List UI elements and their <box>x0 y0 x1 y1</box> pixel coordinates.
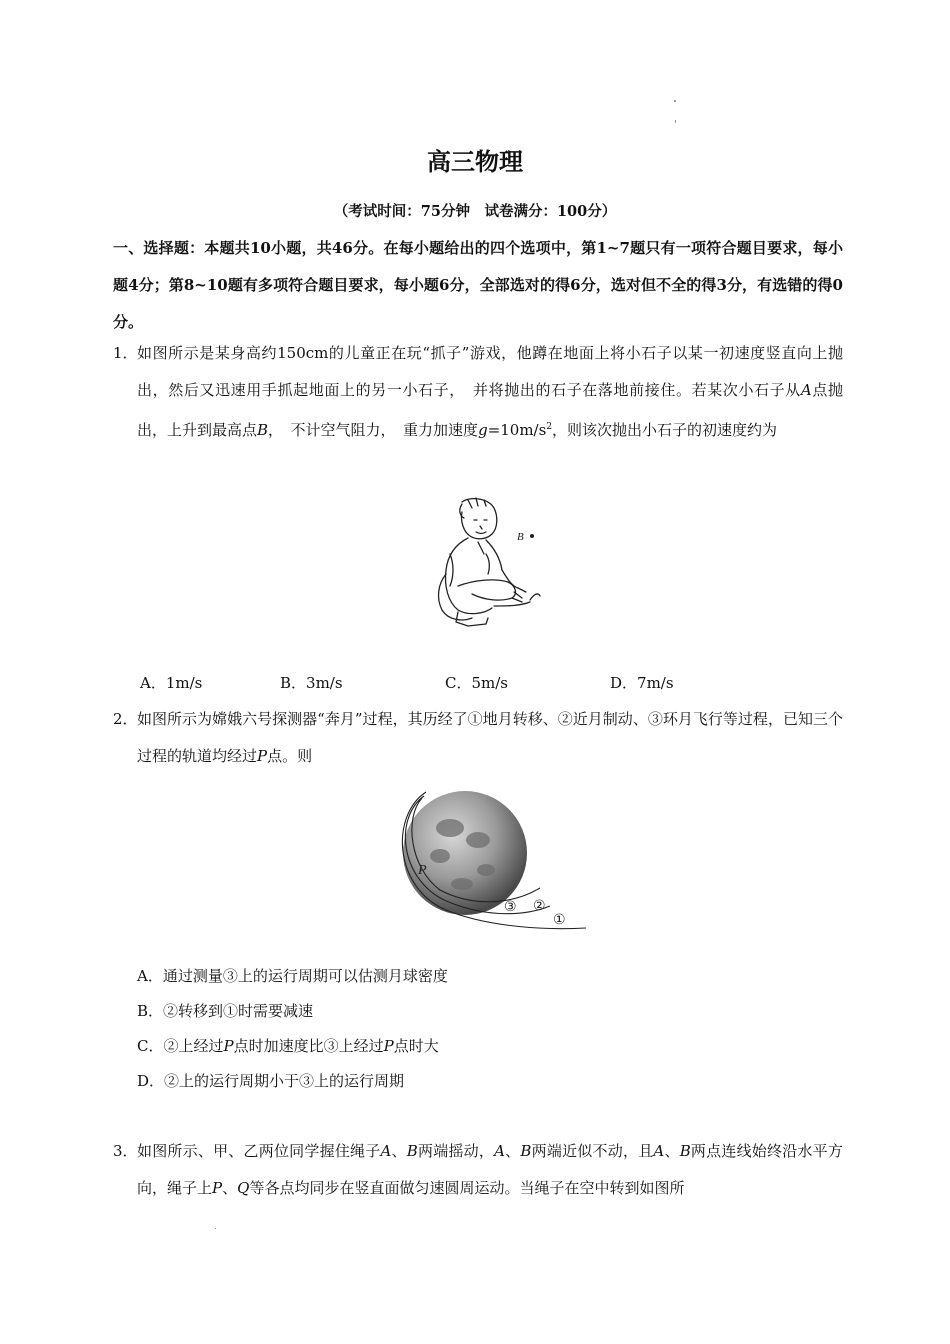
question-text: 如图所示为嫦娥六号探测器“奔月”过程，其历经了①地月转移、②近月制动、③环月飞行等过程，已知三个过程的轨道均经过P点。则 <box>137 710 843 765</box>
moon <box>403 791 527 915</box>
question-text: 如图所示、甲、乙两位同学握住绳子A、B两端摇动，A、B两端近似不动，且A、B两点连线始终沿水平方向，绳子上P、Q等各点均同步在竖直面做匀速圆周运动。当绳子在空中转到如图所 <box>137 1142 843 1197</box>
question-text: 如图所示是某身高约150cm的儿童正在玩“抓子”游戏，他蹲在地面上将小石子以某一初速度竖直向上抛出，然后又迅速用手抓起地面上的另一小石子， 并将抛出的石子在落地前接住。若某次小石子从A点抛出，上升到最高点B， 不计空气阻力， 重力加速度$g=10m/s^2$，则该次抛出小石子的初速度约为 <box>137 344 843 439</box>
option-b[interactable]: B．3m/s <box>280 674 343 692</box>
child-playing-figure <box>428 494 552 632</box>
question-number: 1． <box>113 344 138 362</box>
question-number: 2． <box>113 710 138 728</box>
section-instructions: 一、选择题：本题共10小题，共46分。在每小题给出的四个选项中，第1~7题只有一项符合题目要求，每小题4分；第8~10题有多项符合题目要求，每小题6分，全部选对的得6分，选对但不全的得3分，有选错的得0分。 <box>113 239 843 331</box>
question-2 <box>113 701 843 775</box>
point-b-label: B <box>517 531 524 543</box>
orbit-2-label: ② <box>533 898 546 914</box>
option-c[interactable]: C．②上经过P点时加速度比③上经过P点时大 <box>137 1037 439 1055</box>
scan-mark <box>215 1228 216 1229</box>
option-d[interactable]: D．7m/s <box>610 674 674 692</box>
option-a[interactable]: A．通过测量③上的运行周期可以估测月球密度 <box>137 967 448 985</box>
question-number: 3． <box>113 1142 138 1160</box>
scan-mark <box>675 120 676 123</box>
exam-info: （考试时间：75分钟 试卷满分：100分） <box>333 203 617 220</box>
option-a[interactable]: A．1m/s <box>140 674 203 692</box>
orbit-1-label: ① <box>553 912 566 928</box>
page-title: 高三物理 <box>427 148 523 176</box>
option-d[interactable]: D．②上的运行周期小于③上的运行周期 <box>137 1072 405 1090</box>
point-p-label: P <box>418 863 427 878</box>
option-c[interactable]: C．5m/s <box>445 674 508 692</box>
option-b[interactable]: B．②转移到①时需要减速 <box>137 1002 314 1020</box>
moon-orbit-figure <box>400 788 590 938</box>
question-3 <box>113 1133 843 1207</box>
orbit-3-label: ③ <box>504 899 517 915</box>
question-1 <box>113 335 843 449</box>
scan-mark <box>674 100 676 102</box>
